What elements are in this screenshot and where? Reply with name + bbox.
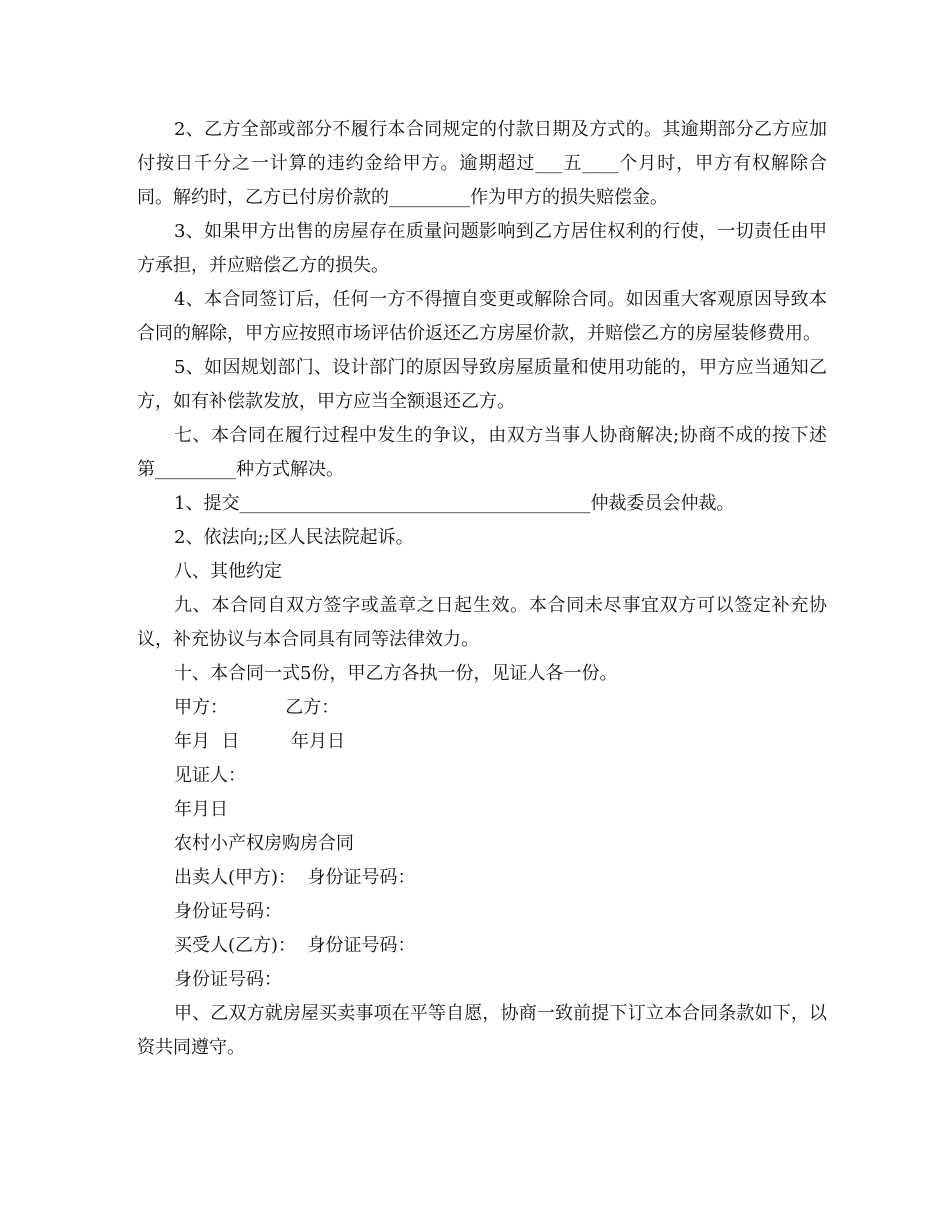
seller-id-line: 身份证号码：	[174, 901, 282, 922]
seller-line: 出卖人(甲方)： 身份证号码：	[174, 867, 416, 888]
contract-preamble: 甲、乙双方就房屋买卖事项在平等自愿，协商一致前提下订立本合同条款如下，以资共同遵守。	[137, 1003, 827, 1058]
clause-3-quality: 3、如果甲方出售的房屋存在质量问题影响到乙方居住权利的行使，一切责任由甲方承担，并应赔偿乙方的损失。	[137, 221, 827, 276]
witness-label: 见证人：	[174, 765, 246, 786]
clause-2-late-payment: 2、乙方全部或部分不履行本合同规定的付款日期及方式的。其逾期部分乙方应加付按日千分之一计算的违约金给甲方。逾期超过___五____个月时，甲方有权解除合同。解约时，乙方已付房价款的_________作为甲方的损失赔偿金。	[137, 119, 827, 208]
contract-title: 农村小产权房购房合同	[174, 833, 354, 854]
signature-parties: 甲方： 乙方：	[174, 697, 340, 718]
section-8-other: 八、其他约定	[174, 561, 282, 582]
witness-date: 年月日	[174, 799, 228, 820]
section-10-copies: 十、本合同一式5份，甲乙方各执一份，见证人各一份。	[174, 663, 618, 684]
section-9-effective: 九、本合同自双方签字或盖章之日起生效。本合同未尽事宜双方可以签定补充协议，补充协议与本合同具有同等法律效力。	[137, 595, 827, 650]
buyer-id-line: 身份证号码：	[174, 969, 282, 990]
document-body	[137, 113, 827, 1065]
buyer-line: 买受人(乙方)： 身份证号码：	[174, 935, 416, 956]
clause-5-planning: 5、如因规划部门、设计部门的原因导致房屋质量和使用功能的，甲方应当通知乙方，如有补偿款发放，甲方应当全额退还乙方。	[137, 357, 827, 412]
dispute-option-2: 2、依法向;;区人民法院起诉。	[174, 527, 414, 548]
dispute-option-1: 1、提交_______________________________________仲裁委员会仲裁。	[174, 493, 735, 514]
clause-4-termination: 4、本合同签订后，任何一方不得擅自变更或解除合同。如因重大客观原因导致本合同的解除，甲方应按照市场评估价返还乙方房屋价款，并赔偿乙方的房屋装修费用。	[137, 289, 827, 344]
signature-dates: 年月 日 年月日	[174, 731, 345, 752]
section-7-disputes: 七、本合同在履行过程中发生的争议，由双方当事人协商解决;协商不成的按下述第_________种方式解决。	[137, 425, 827, 480]
